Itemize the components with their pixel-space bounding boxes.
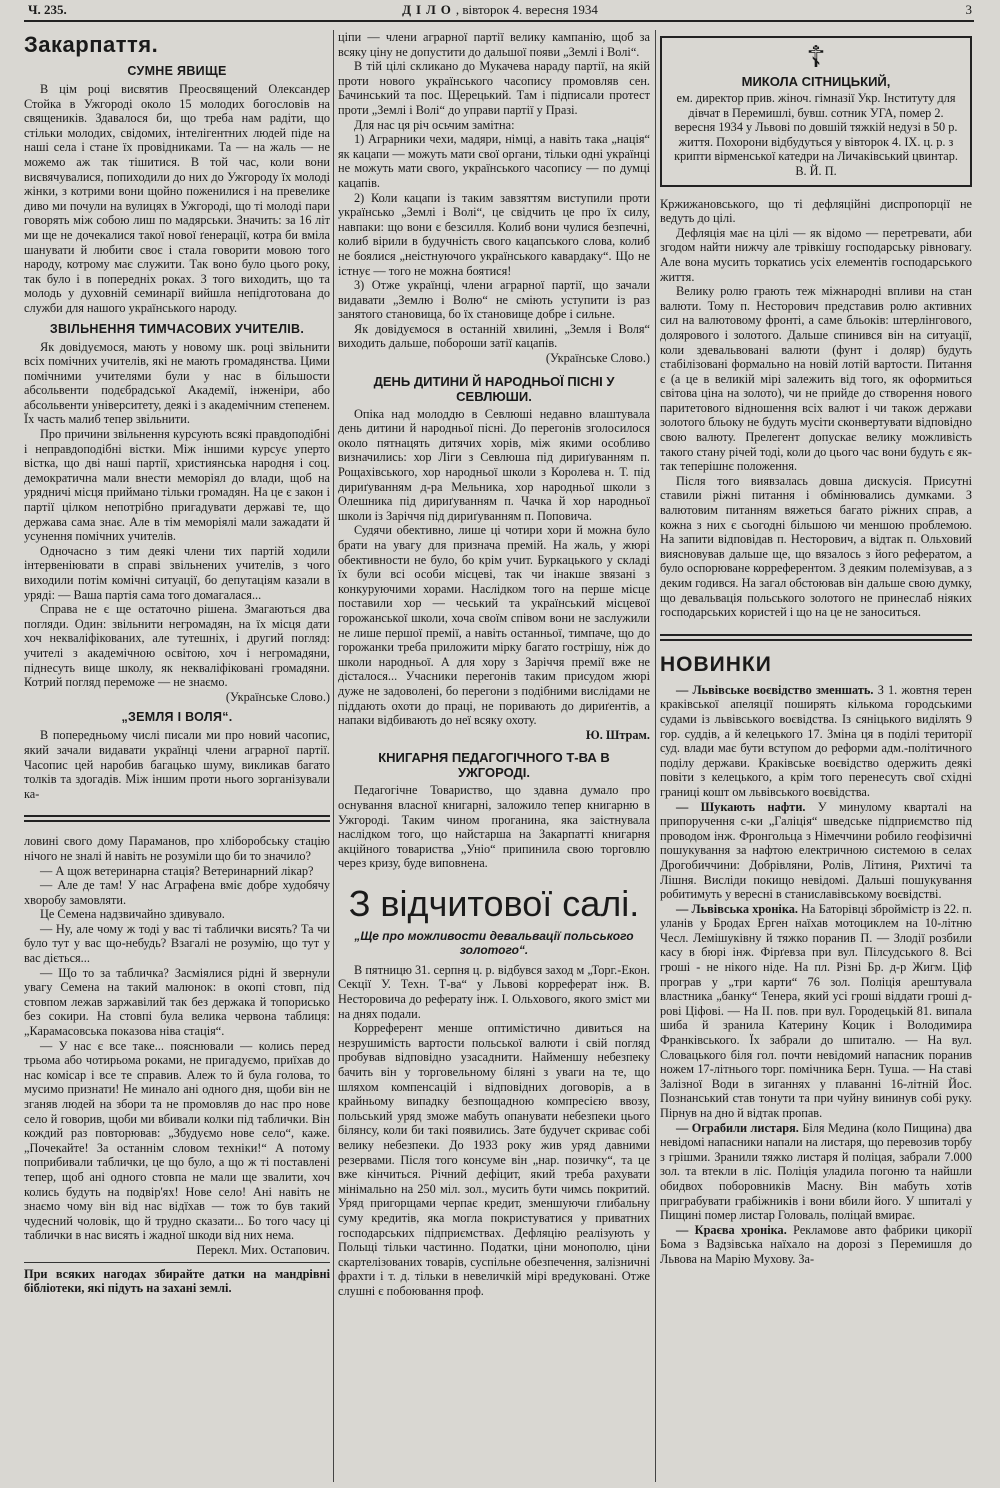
column-rule [655,30,656,1482]
news-item [660,902,972,1121]
paragraph: Опіка над молоддю в Севлюші недавно влаштувала день дитини й народньої пісні. До перегонів зголосилося около пятнацять дитячих хорів, між якими особливо визначились: хор Ліги з Севлюша під дириґуванням п. Рощахівського, хор народньої школи з Королева н. Т. під дириґуванням д-ра Мельника, хор народньої школи з Олешника під дириґуванням п. Чачка й хор народньої школи із Заріччя під дириґуванням п. Поповича. [338,406,650,523]
signature: Ю. Штрам. [585,727,650,742]
news-item [660,800,972,902]
column-1 [24,30,330,1480]
paragraph: 3) Отже українці, члени аграрної партії, що зачали видавати „Землю і Волю“ не сміють уступити із раз занятого становища, бо їх становище добре і сильне. [338,278,650,322]
article-title: ЗВІЛЬНЕННЯ ТИМЧАСОВИХ УЧИТЕЛІВ. [49,321,305,336]
news-text: Біля Медина (коло Пищина) два невідомі напасники напали на листаря, що перевозив торбу з грішми. Зранили тяжко листаря й поліцая, забрали 7.000 зол. та втекли в ліс. Поліція уладила погоню та найшли обидвох поборовників Масну. Він мабуть хотів приграбувати грабіжників і вони вбили його. У шпиталі у Пищині помер листар Головаль, поліцай вмирає. [660,1120,972,1223]
paragraph: Корреферент менше оптимістично дивиться на незрушимість вартости польської валюти і свій погляд пробував відповідно узасаднити. Найменшу небезпеку бачить він у торговельному біляні з уваги на те, що шляхом компенсацій і відповідних договорів, а в крайньому випадку безпощадною компресією ввозу, польський уряд зможе мабуть опанувати небезпеки цього білянсу, коли би такі появились. Зате будучет скриває собі велику небезпеки. До 1933 року жив уряд давними резервами. Після того консуме він „нар. позичку“, та це вже кінчиться. Річний дефіцит, який треба рахувати мінімально на 250 міл. зол., мусить бути чимсь покритий. Уряд пригорщами черпає кредит, зменшуючи глибальну суму кредитів, яка могла покристуватися у приватних господарських підприємствах. Дефляцію реалізують у Польщі тільки частинно. Податки, ціни монополю, ціни скартелізованих товарів, суспільне обезпечення, залізничні фрахти і т. д. тільки в невеличкій мірі вредуковані. Отже слушні є побоювання проф. [338,1021,650,1298]
signature: Перекл. Мих. Остапович. [196,1242,330,1257]
column-2 [338,30,650,1480]
paragraph: Після того виявзалась довша дискусія. Присутні ставили ріжні питання і обмінювались думками. З валютовим питанням вяжеться багато ріжних справ, а кожна з них є сьогодні більшою чи меншою проблемою. На запити відповідав п. Несторович, а відтак п. Ольховий виясновував дальше ще, що вязалось з його рефератом, а було оспорюване корреферентом. З деяким полемізував, а з деким годився. На загал обстоював він дальше свою думку, що девальвація польського золотого не принеслаб ніяких господарських користей і що на це не заноситься. [660,473,972,620]
obituary-name: МИКОЛА СІТНИЦЬКИЙ, [741,74,891,89]
paragraph: Судячи обективно, лише ці чотири хори й можна було брати на увагу для признача премій. На жаль, у жюрі обективности не було, бо крім учит. Буркацького у складі їх були всі особи місцеві, так чи інакше звязані з конкуруючими хорами. Наслідком того на перше місце поставили хор — чеський та український місцевої горожанської школи, хоча своїм співом вони не заслужили не лише першої премії, а навіть останньої, тимпаче, що до горожанки треба приложити мірку багато гострішу, ніж до школи народньої. А для хору з Заріччя премії вже не дісталося... Учасники перегонів таким присудом жюрі дуже не задоволені, бо перегони з подібними вислідами не піддають охоти до праці, не поривають до дириґентів, а напаки відбивають до неї всяку охоту. [338,523,650,728]
paragraph: — Але де там! У нас Аграфена вміє добре худобячу хворобу замовляти. [24,878,330,907]
paragraph: Велику ролю грають теж міжнародні впливи на стан валюти. Тому п. Несторович представив ролю активних сил на валютовому фронті, а саме бльоків: штерлінгового, долярового і золотого. Дальше спинився він на ситуації, коли здевальвовані валюти (фунт і доляр) будуть стабілізовані формально на новій лотій вартости. Питання є (а це в великій мірі залежить від того, як оформиться світова ціна на золото), чи не прийде до створення нового паритетового відношення всіх валют і чи також держави золотого бльоку не будуть мусіти сконвертувати відповідно свою валюту. Прелегент допускає велику можливість такого стану річей тоді, коли до цього час вони будуть є як-так теперішнє положення. [660,284,972,474]
column-3 [660,30,972,1480]
news-headline: — Краєва хроніка. [676,1222,787,1237]
news-headline: — Львівська хроніка. [676,901,798,916]
paragraph: — У нас є все таке... пояснювали — колись перед трьома або чотирьома роками, не пригадуємо, приїхав до нас комісар і все те справив. Алеж то й була голова, то мусимо признати! Не минало ані одного дня, щоби він не зганяв людей на збори та не промовляв до нас про нове село й говорив, щоби ми вбивали колки під таблички. Він кождий раз повторював: „Збудуємо нове село“, каже. „Почекайте! За останнім словом техніки!“ А потому поприбивали таблички, це що було, а що ж ті поставлені тепер, щоб ані одного стовпа не мали ще звалити, хоч колись будуть на подвір'ях! Нове село! Ані навіть не знаємо чому він від нас відїхав — тож то був такий чудесний чоловік, що й трудно сказати... Бо того часу ці таблички в нас висять і жадної шкоди від них нема. [24,1038,330,1243]
paragraph: 1) Аграрники чехи, мадяри, німці, а навіть така „нація“ як кацапи — можуть мати свої органи, тільки одні українці не можуть мати свого, українського часопису — по думці кацапів. [338,132,650,190]
paragraph: — А щож ветеринарна стація? Ветеринарний лікар? [40,863,314,878]
article-title: З відчитової салі. [348,882,640,924]
article-title: КНИГАРНЯ ПЕДАГОГІЧНОГО Т-ВА В УЖГОРОДІ. [378,750,610,781]
page-number: 3 [965,2,972,17]
section-title: Закарпаття. [24,32,159,57]
paragraph: В цім році висвятив Преосвящений Олександер Стойка в Ужгороді около 15 молодих богословів на священиків. Здавалося би, що треба нам радіти, що стільки молодих, свідомих, інтелігентних людей піде на наші села і стане їх провідниками. Та — на жаль — не можемо аж так тішитися. В той час, коли вони висвячувалися, попиходили до них до Ужгороду їх молоді жінки, з котрими вони щойно поженилися і на превелике диво ми почули на вулицях в Ужгороді, що ті молоді пари говорять між собою лиш по мадярськи. Значить: за 16 літ ми ще не дочекалися такої нової ґенерації, котра би вміла шанувати й любити своє і стала говорити мовою того народу, котрому має служити. Так воно було цього року, так було і в попередніх роках. З того виходить, що та молодь у духовній семинарії вийшла непідготована до служби для нашого українського народу. [24,82,330,315]
obituary-text: ем. директор прив. жіноч. гімназії Укр. Інституту для дівчат в Перемишлі, бувш. сотник УГА, помер 2. вересня 1934 у Львові по довшій тяжкій недузі в 50 р. життя. Похорони відбудуться у вівторок 4. IX. ц. р. з крипти вірменської катедри на Личаківський цвинтар. В. Й. П. [674,91,958,178]
masthead-center: ДІЛО, вівторок 4. вересня 1934 [402,2,598,17]
separator [24,1262,330,1263]
issue-number: Ч. 235. [28,2,67,17]
paragraph: Як довідуємося, мають у новому шк. році звільнити всіх помічних учителів, які не мають громадянства. Цими помічними учителями були у нас в більшости абсольвенти подєбрадської Академії, інженіри, або абсольвенти університету, деякі і з академічним степенем. Їх часть малиб тепер звільнити. [24,339,330,427]
signature: (Українське Слово.) [545,351,650,366]
paragraph: Одночасно з тим деякі члени тих партій ходили інтервеніювати в справі звільнених учителів, з чого виходили потім комічні ситуації, бо депутаціям казали в уряді: — Ваша партія сама того домагалася... [24,543,330,602]
paragraph: 2) Коли кацапи із таким завзяттям виступили проти українсько „Землі і Волі“, це свідчить це про їх силу, навпаки: що вони є безсилля. Колиб вони чулися безпечні, колиб вірили в будучність свого кацапського слова, колиб не боялися „неістнуючого українського кавардаку“. Що не істнує — того не можна боятися! [338,190,650,278]
paragraph: — Ну, але чому ж тоді у вас ті таблички висять? Та чи було тут у вас що-небудь? Взагалі не розумію, що тут у вас діється... [24,921,330,966]
news-item [660,1223,972,1267]
separator [660,634,972,643]
news-headline: — Ограбили листаря. [676,1120,799,1135]
news-text: У минулому кварталі на припоручення с-ки „Галіція“ шведське підприємство під проводом інж. Фронгольца з Німеччини робило геофізичні пошукування за нафтою електричною системою в селах Дрогобиччини: Добрівляни, Ролів, Літиня, Рихтичі та Лішня. Висліди покищо невідомі. Дальші пошукування робитимуть у вересні в станиславівському воєвідстві. [660,799,972,902]
signature: (Українське Слово.) [225,689,330,704]
news-text: На Баторівці зброймістр із 22. п. уланів у Бродах Ерген наїхав мотоциклем на 10-літню Чесл. Лемішукiвну й тяжко поранив П. — Злодії розбили касу в бюрі інж. Фірґевза при вул. Пілсудського 8. Всі гроші - не нікого ніде. На пл. Різні Бр. д-р Жигм. Ціф програв у „три карти“ 76 зол. Поліція арештувала властника „банку“ Тенера, який усі гроші віддати гроші д-рові Ціфові. — На II. пов. при вул. Городецькій 81. випала шиба й зранила Катерину Коцик і Володимира Франківського. Їх забрали до шпиталю. — На вул. Словацького біля гол. почти невідомий напасник поранив ножем 17-літнього торг. помічника Берн. Туша. — На ставі Залізної Води в зиганнях у плаванні 16-літній Йос. Познанський став тонути та при чуйну вининув собі руку. Пірнув на дно й відтак пропав. [660,901,972,1120]
news-headline: — Львівське воєвідство зменшать. [676,682,874,697]
paragraph: В попередньому числі писали ми про новий часопис, який зачали видавати українці члени аграрної партії. Часопис цей наробив багацько шуму, викликав багато толків та здогадів. Між іншим проти нього зорганізували ка- [24,728,330,801]
paragraph: ловині свого дому Параманов, про хліборобську стацію нічого не зналі й навіть не розуміли що би то значило? [24,834,330,863]
paragraph: В пятницю 31. серпня ц. р. відбувся заход м „Торг.-Екон. Секції У. Техн. Т-ва“ у Львові корреферат інж. В. Несторовича до реферату інж. І. Ольхового, якого зміст ми на днях подали. [338,962,650,1021]
paragraph: Кржижановського, що ті дефляційні диспропорції не ведуть до цілі. [660,196,972,226]
section-title: НОВИНКИ [660,652,772,676]
notice: При всяких нагодах збирайте датки на мандрівні бібліотеки, які підуть на захані землі. [24,1266,330,1296]
article-title: „ЗЕМЛЯ І ВОЛЯ“. [121,710,233,725]
news-item [660,683,972,800]
paragraph: Дефляція має на цілі — як відомо — перетревати, аби згодом найти нижчу але трівкішу господарську рівновагу. Але вона мусить торкатись усіх елементів господарського життя. [660,225,972,284]
masthead [28,2,972,22]
paragraph: Це Семена надзвичайно здивувало. [40,907,225,922]
column-rule [333,30,334,1482]
news-text: Рекламове авто фабрики цикорії Бома з Вадзівська наїхало на дорозі з Перемишля до Львова на Марію Мухову. За- [660,1222,972,1266]
masthead-rule [24,20,974,22]
news-headline: — Шукають нафти. [676,799,806,814]
article-title: ДЕНЬ ДИТИНИ Й НАРОДНЬОЇ ПІСНІ У СЕВЛЮШИ. [373,373,615,404]
paragraph: Про причини звільнення курсують всякі правдоподібні і неправдоподібні вістки. Між іншими курсує уперто вістка, що дві наші партії, християнська народня і соц. демократична мали внести меморіял до влади, щоб на урядничі місця приймано тільки громадян. На це є закон і партії цілком непотрібно пригадувати державі те, що держава сама знає. Але в тім меморіялі мали зажадати й усунення помічних учителів. [24,427,330,544]
article-title: СУМНЕ ЯВИЩЕ [127,64,227,78]
news-text: З 1. жовтня терен краківської апеляції поширять кількома городськими судами із львівського воєвідства. Із сяніцького виділять 9 гор. суддів, а й келецького 17. Змінa ця в поділі території суд. влади має бути вступом до реформи адм.-політичного поділу держави. Краківське воєвідство одержить деякі повіти з келецького, а крім того перенесуть свої східні границі кошт ом львівського воєвідства. [660,682,972,799]
paragraph: — Що то за табличка? Засміялися рідні й звернули увагу Семена на такий малюнок: в окопі стовп, під стовпом лежав заржавілий так без держака й топорисько без сокири. На стовпі була велика червона таблиця: „Карамасовська показова ніва стація“. [24,965,330,1039]
obituary-box [660,36,972,187]
paragraph: ціпи — члени аграрної партії велику кампанію, щоб за всяку ціну не допустити до дальшої появи „Землі і Волі“. [338,30,650,59]
news-item [660,1121,972,1223]
paragraph: Як довідуємося в останній хвилині, „Земля і Воля“ виходить дальше, побороши затії кацапів. [338,321,650,351]
paragraph: В тій цілі скликано до Мукачева нараду партії, на якій проти нового українського часопису промовляв сен. Бачинський та пос. Щерецький. Там і підписали протест проти „Землі і Волі“ до управи партії у Празі. [338,59,650,117]
orthodox-cross-icon: ☦ [806,41,826,74]
paragraph: Педагогічне Товариство, що здавна думало про оснування власної книгарні, заложило тепер книгарню в Ужгороді. Таким чином проганина, яка заістнувала наслідком того, що найстарша на Закарпатті книгарня акційного товариства „Уніо“ припинила свою торговлю через кризу, буде виповнена. [338,783,650,871]
paper-name: ДІЛО [402,2,456,17]
issue-date: вівторок 4. вересня 1934 [462,2,598,17]
article-subtitle: „Ще про можливости девальвації польського золотого“. [354,928,634,957]
paragraph: Для нас ця річ осьчим замітна: [354,117,515,132]
paragraph: Справа не є ще остаточно рішена. Змагаються два погляди. Один: звільнити негромадян, на їх місця дати хоч некваліфікованих, але тутешніх, і другий погляд: учителі з академічною освітою, хоч і негромадяни, піднесуть вище школу, як некваліфіковані громадяни. Котрий погляд переможе — не знаємо. [24,602,330,690]
separator [24,815,330,824]
